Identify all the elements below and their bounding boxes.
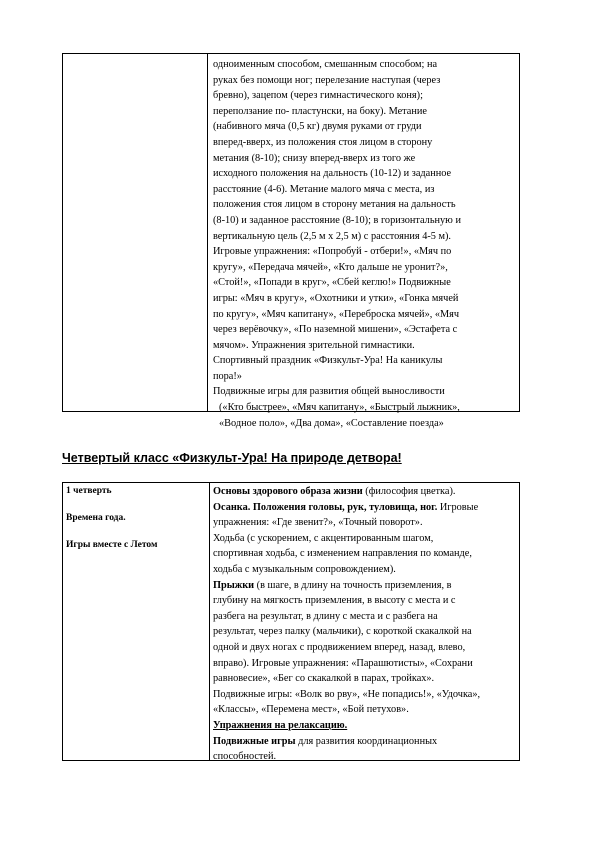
content-line: равновесие», «Бег со скакалкой в парах, тройках». bbox=[213, 673, 435, 685]
grade-four-table bbox=[62, 482, 520, 761]
content-line: метания (8-10); снизу вперед-вверх из того же bbox=[213, 152, 416, 164]
health-basics-title: Основы здорового образа жизни bbox=[213, 486, 363, 497]
content-line: положения стоя лицом в сторону метания на дальность bbox=[213, 199, 456, 211]
content-line: бревно), зацепом (через гимнастического коня); bbox=[213, 90, 423, 102]
content-line: исходного положения на дальность (10-12) и заданное bbox=[213, 168, 452, 180]
content-line: переползание по- пластунски, на боку). Метание bbox=[213, 105, 427, 117]
content-line bbox=[213, 718, 515, 734]
content-line: Ходьба (с ускорением, с акцентированным шагом, bbox=[213, 532, 434, 544]
content-line: «Стой!», «Попади в круг», «Сбей кеглю!» Подвижные bbox=[213, 277, 451, 289]
content-line: Игровые упражнения: «Попробуй - отбери!», «Мяч по bbox=[213, 246, 452, 258]
season-label: Времена года. bbox=[66, 513, 126, 523]
grade-four-heading: Четвертый класс «Физкульт-Ура! На природе детвора! bbox=[62, 451, 402, 465]
column-divider bbox=[209, 483, 210, 760]
content-line: упражнения: «Где звенит?», «Точный поворот». bbox=[213, 517, 423, 529]
content-line: «Водное поло», «Два дома», «Составление поезда» bbox=[219, 417, 444, 429]
content-line: Подвижные игры для развития координационных bbox=[213, 735, 438, 747]
content-line: игры: «Мяч в кругу», «Охотники и утки», «Гонка мячей bbox=[213, 292, 459, 304]
relaxation-title: Упражнения на релаксацию. bbox=[213, 719, 348, 731]
games-label: Игры вместе с Летом bbox=[66, 540, 158, 550]
content-line: мячом». Упражнения зрительной гимнастики. bbox=[213, 339, 415, 351]
quarter-cell bbox=[66, 485, 204, 566]
quarter-label: 1 четверть bbox=[66, 486, 112, 496]
content-line: «Классы», «Перемена мест», «Бой петухов». bbox=[213, 704, 409, 716]
jumps-title: Прыжки bbox=[213, 579, 255, 591]
content-line: Спортивный праздник «Физкульт-Ура! На каникулы bbox=[213, 355, 443, 367]
activities-description-cell bbox=[213, 57, 513, 431]
content-line: (набивного мяча (0,5 кг) двумя руками от груди bbox=[213, 121, 422, 133]
content-line: по кругу», «Мяч капитану», «Переброска мячей», «Мяч bbox=[213, 308, 460, 320]
column-divider bbox=[207, 54, 208, 411]
content-line: руках без помощи ног; перелезание наступая (через bbox=[213, 74, 441, 86]
content-line: Прыжки (в шаге, в длину на точность приземления, в bbox=[213, 579, 452, 591]
content-line: разбега на результат, в длину с места и с разбега на bbox=[213, 610, 438, 622]
content-line: одной и двух ногах с продвижением вперед, назад, влево, bbox=[213, 641, 466, 653]
content-line: способностей. bbox=[213, 751, 277, 763]
content-line: («Кто быстрее», «Мяч капитану», «Быстрый лыжник», bbox=[219, 402, 460, 414]
content-line: расстояние (4-6). Метание малого мяча с места, из bbox=[213, 183, 435, 195]
content-line: Осанка. Положения головы, рук, туловища, ног. Игровые bbox=[213, 501, 479, 513]
content-line: ходьба с музыкальным сопровождением). bbox=[213, 563, 396, 575]
content-line: кругу», «Передача мячей», «Кто дальше не уронит?», bbox=[213, 261, 448, 273]
content-line: спортивная ходьба, с изменением направления по команде, bbox=[213, 548, 472, 560]
content-line: через верёвочку», «По наземной мишени», «Эстафета с bbox=[213, 324, 458, 336]
content-line: вертикальную цель (2,5 м х 2,5 м) с расстояния 4-5 м). bbox=[213, 230, 452, 242]
posture-title: Осанка. Положения головы, рук, туловища, ног. bbox=[213, 501, 438, 513]
mobile-games-title: Подвижные игры bbox=[213, 735, 296, 747]
content-line: Основы здорового образа жизни (философия цветка). bbox=[213, 486, 456, 497]
content-line: одноименным способом, смешанным способом; на bbox=[213, 59, 438, 70]
content-line: вправо). Игровые упражнения: «Парашютисты», «Сохрани bbox=[213, 657, 473, 669]
content-line: вперед-вверх, из положения стоя лицом в сторону bbox=[213, 136, 433, 148]
activities-table-continued bbox=[62, 53, 520, 429]
quarter-content-cell bbox=[213, 484, 515, 765]
content-line: глубину на мягкость приземления, в высоту с места и с bbox=[213, 595, 456, 607]
content-line: Подвижные игры для развития общей выносливости bbox=[213, 386, 445, 398]
content-line: Подвижные игры: «Волк во рву», «Не попадись!», «Удочка», bbox=[213, 688, 481, 700]
content-line: пора!» bbox=[213, 370, 242, 382]
content-line: результат, через палку (мальчики), с короткой скакалкой на bbox=[213, 626, 472, 638]
content-line: (8-10) и заданное расстояние (8-10); в горизонтальную и bbox=[213, 214, 461, 226]
